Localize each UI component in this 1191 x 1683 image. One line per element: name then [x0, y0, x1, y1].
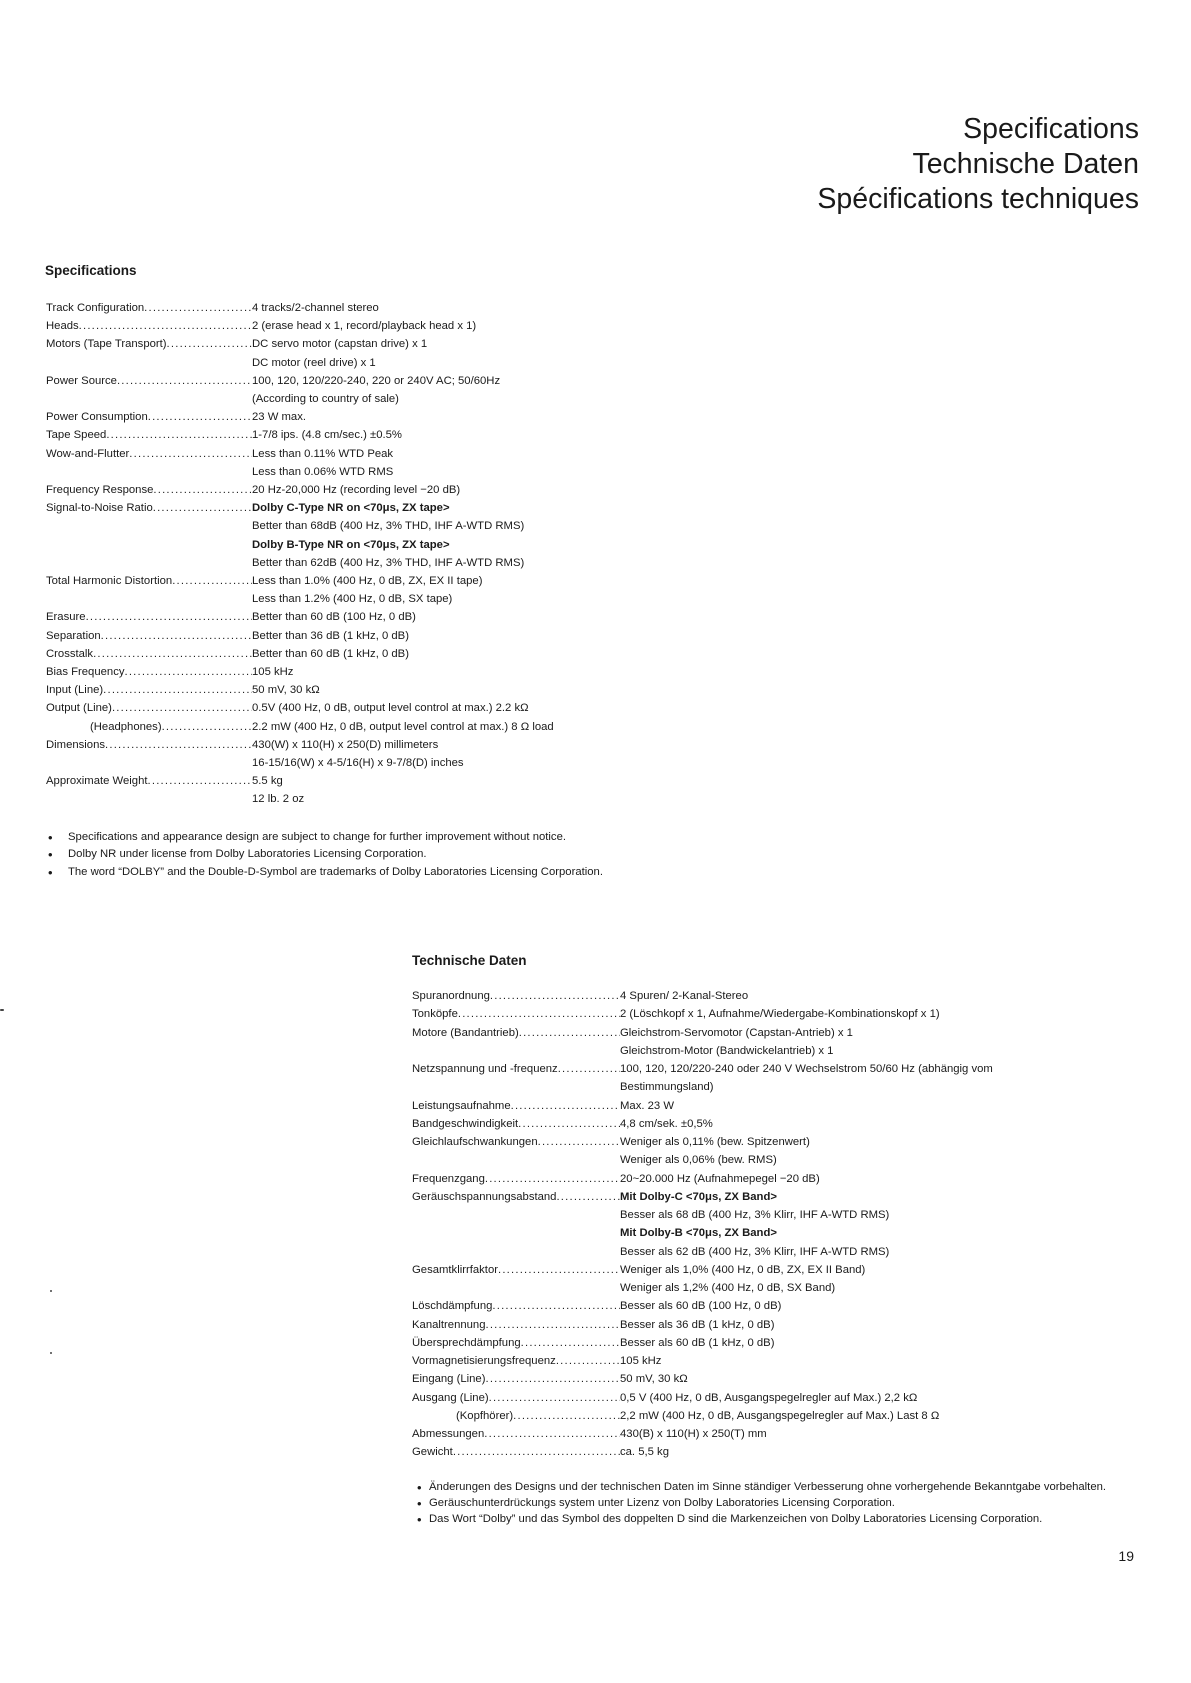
spec-value: 20 Hz-20,000 Hz (recording level −20 dB) — [252, 484, 461, 497]
leader-dots — [105, 736, 252, 754]
spec-row — [412, 1097, 1152, 1115]
spec-row — [46, 299, 626, 317]
spec-label-text: Bandgeschwindigkeit — [412, 1117, 519, 1130]
spec-row — [412, 1005, 1152, 1023]
spec-value: Besser als 62 dB (400 Hz, 3% Klirr, IHF A-WTD RMS) — [620, 1245, 890, 1258]
spec-value: 2 (Löschkopf x 1, Aufnahme/Wiedergabe-Kombinationskopf x 1) — [620, 1008, 940, 1021]
german-spec-table — [412, 987, 1152, 1462]
spec-label — [412, 1261, 620, 1279]
spec-label — [46, 299, 252, 317]
spec-value: 4 tracks/2-channel stereo — [252, 302, 379, 314]
spec-values — [252, 426, 626, 444]
spec-values — [252, 645, 626, 663]
spec-label-text: Power Source — [46, 374, 117, 387]
spec-label — [412, 1443, 620, 1461]
spec-label-text: Eingang (Line) — [412, 1373, 486, 1386]
spec-value: ca. 5,5 kg — [620, 1446, 669, 1459]
spec-value: 50 mV, 30 kΩ — [620, 1373, 688, 1386]
spec-value: Better than 68dB (400 Hz, 3% THD, IHF A-WTD RMS) — [252, 520, 525, 533]
note-item: • Änderungen des Designs und der technischen Daten im Sinne ständiger Verbesserung ohne vorhergehende Bekanntgabe vorbehalten. — [416, 1480, 1156, 1496]
spec-value: Less than 0.06% WTD RMS — [252, 465, 394, 478]
spec-row — [412, 1389, 1152, 1407]
spec-value: 4,8 cm/sek. ±0,5% — [620, 1117, 713, 1130]
german-section-heading: Technische Daten — [412, 953, 527, 968]
spec-label — [46, 408, 252, 426]
spec-label — [412, 1097, 620, 1115]
leader-dots — [112, 699, 252, 717]
spec-values — [252, 317, 626, 335]
spec-label — [412, 1115, 620, 1133]
page-titles — [817, 112, 1139, 217]
spec-label-text: Motore (Bandantrieb) — [412, 1026, 519, 1039]
spec-row — [412, 1170, 1152, 1188]
spec-values — [252, 481, 626, 499]
spec-row — [412, 987, 1152, 1005]
spec-label — [46, 645, 252, 663]
spec-value: Max. 23 W — [620, 1099, 674, 1112]
spec-label — [46, 772, 252, 790]
spec-value: Dolby B-Type NR on <70μs, ZX tape> — [252, 538, 450, 551]
spec-value: Besser als 68 dB (400 Hz, 3% Klirr, IHF A-WTD RMS) — [620, 1209, 890, 1221]
spec-label — [412, 987, 620, 1005]
leader-dots — [153, 481, 252, 499]
leader-dots — [556, 1188, 620, 1206]
leader-dots — [144, 299, 252, 317]
spec-value: (According to country of sale) — [252, 393, 399, 406]
spec-value: 0.5V (400 Hz, 0 dB, output level control at max.) 2.2 kΩ — [252, 702, 529, 715]
spec-label-text: Gesamtklirrfaktor — [412, 1263, 498, 1276]
spec-values — [252, 499, 626, 572]
spec-value: 12 lb. 2 oz — [252, 793, 305, 806]
leader-dots — [518, 1115, 620, 1133]
spec-label-text: Power Consumption — [46, 411, 148, 424]
leader-dots — [172, 572, 252, 590]
leader-dots — [458, 1005, 620, 1023]
spec-label — [46, 317, 252, 335]
spec-value: Besser als 36 dB (1 kHz, 0 dB) — [620, 1318, 775, 1331]
spec-values — [620, 1425, 1152, 1443]
spec-label — [412, 1170, 620, 1188]
spec-value: 20~20.000 Hz (Aufnahmepegel −20 dB) — [620, 1172, 820, 1185]
leader-dots — [486, 1316, 621, 1334]
title-english: Specifications — [963, 113, 1139, 145]
english-notes — [46, 829, 611, 881]
spec-value: 100, 120, 120/220-240, 220 or 240V AC; 50/60Hz — [252, 374, 501, 387]
spec-label-text: Tonköpfe — [412, 1008, 458, 1021]
spec-label-text: Abmessungen — [412, 1428, 485, 1440]
spec-row — [412, 1425, 1152, 1443]
spec-value: Less than 1.0% (400 Hz, 0 dB, ZX, EX II tape) — [252, 575, 483, 588]
spec-row — [46, 627, 626, 645]
spec-label-text: Leistungsaufnahme — [412, 1099, 511, 1112]
spec-value: Weniger als 1,0% (400 Hz, 0 dB, ZX, EX II Band) — [620, 1263, 866, 1276]
spec-values — [252, 572, 626, 608]
spec-label — [46, 699, 252, 717]
leader-dots — [148, 408, 252, 426]
spec-label — [412, 1297, 620, 1315]
spec-row — [412, 1024, 1152, 1061]
spec-row — [412, 1188, 1152, 1261]
spec-label — [46, 572, 252, 590]
spec-row — [412, 1352, 1152, 1370]
leader-dots — [106, 426, 252, 444]
spec-row — [46, 681, 626, 699]
spec-values — [620, 1005, 1152, 1023]
spec-label-text: Frequency Response — [46, 484, 154, 497]
spec-row — [46, 408, 626, 426]
spec-values — [620, 1352, 1152, 1370]
spec-row — [46, 572, 626, 608]
spec-values — [620, 1060, 1152, 1097]
leader-dots — [125, 663, 253, 681]
spec-label-text: Ausgang (Line) — [412, 1391, 489, 1404]
leader-dots — [538, 1133, 620, 1151]
leader-dots — [117, 372, 252, 390]
spec-value: Mit Dolby-B <70μs, ZX Band> — [620, 1227, 777, 1240]
german-notes — [416, 1480, 1156, 1527]
leader-dots — [498, 1261, 620, 1279]
spec-label-text: Input (Line) — [46, 684, 104, 697]
spec-values — [252, 681, 626, 699]
spec-label-text: (Headphones) — [90, 720, 162, 733]
spec-value: Bestimmungsland) — [620, 1081, 714, 1094]
spec-label — [412, 1024, 620, 1042]
spec-row — [46, 499, 626, 572]
leader-dots — [129, 445, 252, 463]
spec-label — [412, 1352, 620, 1370]
spec-row — [412, 1316, 1152, 1334]
spec-value: 4 Spuren/ 2-Kanal-Stereo — [620, 990, 749, 1002]
scan-speck — [0, 1009, 4, 1011]
spec-label-text: Heads — [46, 320, 79, 333]
spec-values — [252, 718, 626, 736]
spec-values — [620, 1443, 1152, 1461]
spec-value: Dolby C-Type NR on <70μs, ZX tape> — [252, 502, 450, 515]
spec-label-text: Track Configuration — [46, 302, 145, 314]
spec-value: 2 (erase head x 1, record/playback head x 1) — [252, 320, 477, 333]
spec-label-text: Spuranordnung — [412, 990, 490, 1002]
spec-value: 100, 120, 120/220-240 oder 240 V Wechselstrom 50/60 Hz (abhängig vom — [620, 1063, 993, 1075]
spec-label-text: Approximate Weight — [46, 775, 148, 788]
spec-value: Gleichstrom-Servomotor (Capstan-Antrieb) x 1 — [620, 1026, 853, 1039]
spec-row — [46, 663, 626, 681]
spec-row — [412, 1060, 1152, 1097]
spec-value: 23 W max. — [252, 411, 306, 424]
spec-label — [412, 1425, 620, 1443]
spec-value: 105 kHz — [620, 1355, 662, 1367]
spec-values — [252, 627, 626, 645]
spec-label-text: Total Harmonic Distortion — [46, 575, 173, 588]
spec-row — [412, 1370, 1152, 1388]
spec-label — [46, 663, 252, 681]
note-item: • Geräuschunterdrückungs system unter Lizenz von Dolby Laboratories Licensing Corporation. — [416, 1496, 1156, 1512]
spec-values — [252, 299, 626, 317]
spec-value: Besser als 60 dB (100 Hz, 0 dB) — [620, 1300, 782, 1313]
leader-dots — [79, 317, 252, 335]
spec-values — [620, 1407, 1152, 1425]
spec-label — [46, 372, 252, 390]
spec-value: Besser als 60 dB (1 kHz, 0 dB) — [620, 1336, 775, 1349]
spec-label-text: Vormagnetisierungsfrequenz — [412, 1355, 556, 1367]
title-german: Technische Daten — [912, 148, 1139, 180]
title-french: Spécifications techniques — [817, 183, 1139, 215]
spec-label — [412, 1407, 620, 1425]
spec-values — [620, 1115, 1152, 1133]
spec-label — [412, 1334, 620, 1352]
spec-values — [620, 1170, 1152, 1188]
spec-value: 430(W) x 110(H) x 250(D) millimeters — [252, 738, 439, 751]
leader-dots — [558, 1060, 620, 1078]
leader-dots — [93, 645, 252, 663]
spec-value: 50 mV, 30 kΩ — [252, 684, 320, 697]
spec-label — [412, 1389, 620, 1407]
spec-row — [412, 1261, 1152, 1298]
spec-label-text: Wow-and-Flutter — [46, 447, 130, 460]
spec-row — [412, 1334, 1152, 1352]
spec-values — [620, 1133, 1152, 1170]
spec-value: 430(B) x 110(H) x 250(T) mm — [620, 1428, 767, 1440]
spec-row — [46, 608, 626, 626]
spec-values — [620, 1097, 1152, 1115]
spec-value: Better than 60 dB (1 kHz, 0 dB) — [252, 647, 409, 660]
spec-label-text: Übersprechdämpfung — [412, 1336, 521, 1349]
spec-values — [620, 1316, 1152, 1334]
spec-label — [46, 608, 252, 626]
note-item: • Das Wort “Dolby” und das Symbol des doppelten D sind die Markenzeichen von Dolby Laboratories Licensing Corporation. — [416, 1512, 1156, 1528]
leader-dots — [513, 1407, 620, 1425]
spec-row — [46, 372, 626, 408]
leader-dots — [511, 1097, 620, 1115]
leader-dots — [453, 1443, 620, 1461]
spec-values — [252, 408, 626, 426]
spec-row — [412, 1443, 1152, 1461]
spec-label-text: Löschdämpfung — [412, 1300, 493, 1313]
spec-value: 105 kHz — [252, 666, 294, 679]
spec-label-text: Kanaltrennung — [412, 1318, 486, 1331]
spec-label — [46, 718, 252, 736]
spec-values — [620, 1389, 1152, 1407]
spec-label — [46, 445, 252, 463]
leader-dots — [162, 718, 252, 736]
spec-label — [46, 627, 252, 645]
spec-row — [46, 335, 626, 371]
spec-label-text: Gleichlaufschwankungen — [412, 1136, 538, 1148]
spec-values — [620, 1261, 1152, 1298]
leader-dots — [519, 1024, 620, 1042]
spec-label — [412, 1370, 620, 1388]
spec-value: Mit Dolby-C <70μs, ZX Band> — [620, 1190, 777, 1203]
spec-values — [620, 1297, 1152, 1315]
spec-values — [252, 608, 626, 626]
spec-value: Better than 36 dB (1 kHz, 0 dB) — [252, 629, 409, 642]
spec-value: Less than 1.2% (400 Hz, 0 dB, SX tape) — [252, 593, 453, 606]
spec-values — [252, 772, 626, 808]
spec-value: 16-15/16(W) x 4-5/16(H) x 9-7/8(D) inches — [252, 757, 464, 770]
spec-values — [620, 1370, 1152, 1388]
spec-label — [46, 335, 252, 353]
leader-dots — [103, 681, 252, 699]
spec-label-text: Separation — [46, 629, 101, 642]
spec-row — [46, 445, 626, 481]
spec-value: 2.2 mW (400 Hz, 0 dB, output level control at max.) 8 Ω load — [252, 720, 554, 733]
spec-label-text: Signal-to-Noise Ratio — [46, 502, 153, 515]
spec-values — [620, 1024, 1152, 1061]
leader-dots — [167, 335, 252, 353]
spec-value: DC motor (reel drive) x 1 — [252, 356, 376, 369]
spec-label — [412, 1060, 620, 1078]
page-number: 19 — [1118, 1548, 1134, 1564]
spec-label — [46, 481, 252, 499]
spec-label-text: Geräuschspannungsabstand — [412, 1190, 557, 1203]
scan-speck — [50, 1352, 52, 1354]
leader-dots — [101, 627, 252, 645]
leader-dots — [490, 987, 620, 1005]
spec-values — [252, 699, 626, 717]
spec-row — [412, 1115, 1152, 1133]
spec-value: Gleichstrom-Motor (Bandwickelantrieb) x 1 — [620, 1044, 834, 1057]
spec-value: Better than 62dB (400 Hz, 3% THD, IHF A-WTD RMS) — [252, 556, 525, 569]
spec-label-text: Motors (Tape Transport) — [46, 338, 167, 351]
spec-values — [252, 736, 626, 772]
spec-value: Better than 60 dB (100 Hz, 0 dB) — [252, 611, 416, 624]
spec-row — [46, 481, 626, 499]
spec-row — [46, 317, 626, 335]
spec-value: 5.5 kg — [252, 775, 283, 788]
leader-dots — [485, 1170, 620, 1188]
leader-dots — [521, 1334, 620, 1352]
spec-label-text: Crosstalk — [46, 647, 94, 660]
spec-value: 2,2 mW (400 Hz, 0 dB, Ausgangspegelregler auf Max.) Last 8 Ω — [620, 1409, 940, 1422]
spec-values — [620, 987, 1152, 1005]
spec-label-text: Dimensions — [46, 738, 106, 751]
spec-label — [412, 1188, 620, 1206]
english-spec-table — [46, 299, 626, 809]
scan-speck — [50, 1290, 52, 1292]
leader-dots — [485, 1370, 620, 1388]
spec-row — [412, 1407, 1152, 1425]
spec-value: 0,5 V (400 Hz, 0 dB, Ausgangspegelregler auf Max.) 2,2 kΩ — [620, 1391, 918, 1404]
spec-value: Weniger als 1,2% (400 Hz, 0 dB, SX Band) — [620, 1282, 836, 1294]
spec-label — [412, 1133, 620, 1151]
spec-label-text: Frequenzgang — [412, 1172, 485, 1185]
spec-values — [252, 445, 626, 481]
spec-values — [252, 335, 626, 371]
spec-row — [46, 426, 626, 444]
spec-label — [46, 736, 252, 754]
spec-label-text: (Kopfhörer) — [456, 1409, 514, 1422]
spec-value: Weniger als 0,11% (bew. Spitzenwert) — [620, 1136, 810, 1148]
spec-label — [46, 681, 252, 699]
spec-label-text: Output (Line) — [46, 702, 112, 715]
spec-row — [46, 772, 626, 808]
spec-values — [252, 663, 626, 681]
spec-row — [46, 718, 626, 736]
spec-label — [412, 1005, 620, 1023]
spec-value: 1-7/8 ips. (4.8 cm/sec.) ±0.5% — [252, 429, 402, 442]
leader-dots — [484, 1425, 620, 1443]
leader-dots — [556, 1352, 620, 1370]
note-item: • The word “DOLBY” and the Double-D-Symbol are trademarks of Dolby Laboratories Licensing Corporation. — [46, 864, 611, 881]
spec-row — [46, 699, 626, 717]
spec-value: Less than 0.11% WTD Peak — [252, 447, 394, 460]
spec-label — [46, 426, 252, 444]
spec-values — [620, 1334, 1152, 1352]
note-item: • Specifications and appearance design are subject to change for further improvement without notice. — [46, 829, 611, 846]
spec-label-text: Erasure — [46, 611, 86, 624]
spec-row — [412, 1133, 1152, 1170]
spec-label-text: Tape Speed — [46, 429, 107, 442]
spec-label-text: Gewicht — [412, 1446, 453, 1459]
spec-row — [46, 645, 626, 663]
spec-row — [412, 1297, 1152, 1315]
leader-dots — [492, 1297, 620, 1315]
spec-label-text: Bias Frequency — [46, 666, 125, 679]
english-section-heading: Specifications — [45, 263, 137, 278]
spec-values — [620, 1188, 1152, 1261]
leader-dots — [148, 772, 252, 790]
leader-dots — [489, 1389, 620, 1407]
spec-label — [412, 1316, 620, 1334]
spec-value: DC servo motor (capstan drive) x 1 — [252, 338, 428, 351]
spec-value: Weniger als 0,06% (bew. RMS) — [620, 1154, 777, 1167]
spec-row — [46, 736, 626, 772]
note-item: • Dolby NR under license from Dolby Laboratories Licensing Corporation. — [46, 846, 611, 863]
leader-dots — [86, 608, 252, 626]
spec-values — [252, 372, 626, 408]
spec-label — [46, 499, 252, 517]
leader-dots — [153, 499, 252, 517]
spec-label-text: Netzspannung und -frequenz — [412, 1063, 558, 1075]
